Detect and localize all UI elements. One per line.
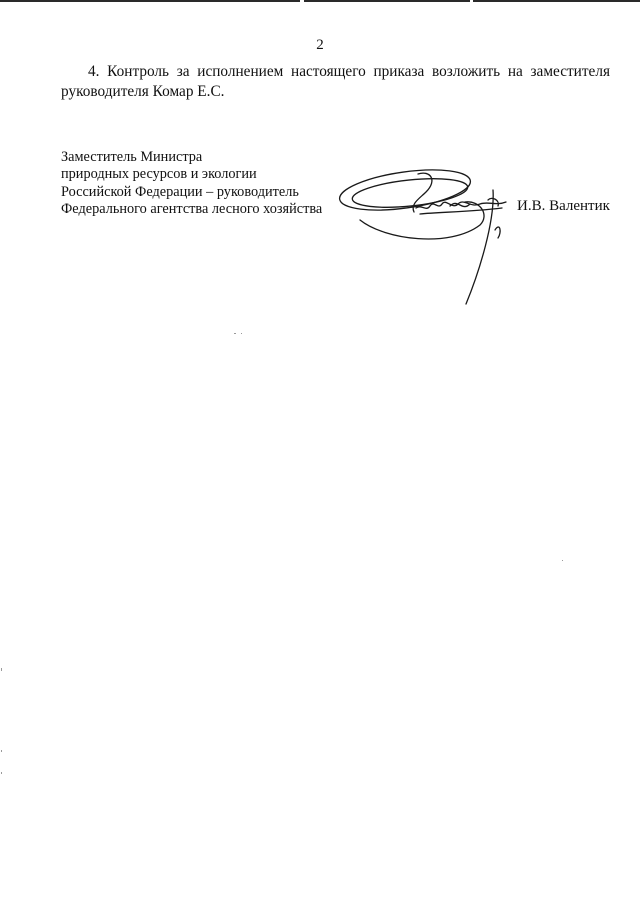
scan-top-edge-line — [0, 0, 640, 2]
scan-edge-gap — [470, 0, 473, 2]
signatory-position-line: Заместитель Министра — [61, 149, 203, 165]
scan-artifact — [241, 333, 242, 334]
signer-name: И.В. Валентик — [517, 198, 610, 214]
scan-artifact — [234, 333, 236, 334]
signatory-position-line: природных ресурсов и экологии — [61, 166, 257, 183]
page-number: 2 — [316, 37, 324, 53]
scan-edge-gap — [300, 0, 304, 2]
signatory-position — [61, 149, 361, 218]
scan-artifact — [1, 668, 2, 671]
scan-artifact — [1, 772, 2, 774]
handwritten-signature — [330, 160, 530, 310]
order-paragraph-4: 4. Контроль за исполнением настоящего приказа возложить на заместителя руководителя Комар Е.С. — [61, 63, 610, 100]
scan-artifact — [562, 560, 563, 561]
scan-artifact — [1, 750, 2, 752]
signatory-position-line: Федерального агентства лесного хозяйства — [61, 200, 323, 217]
signatory-position-line: Российской Федерации – руководитель — [61, 183, 299, 200]
